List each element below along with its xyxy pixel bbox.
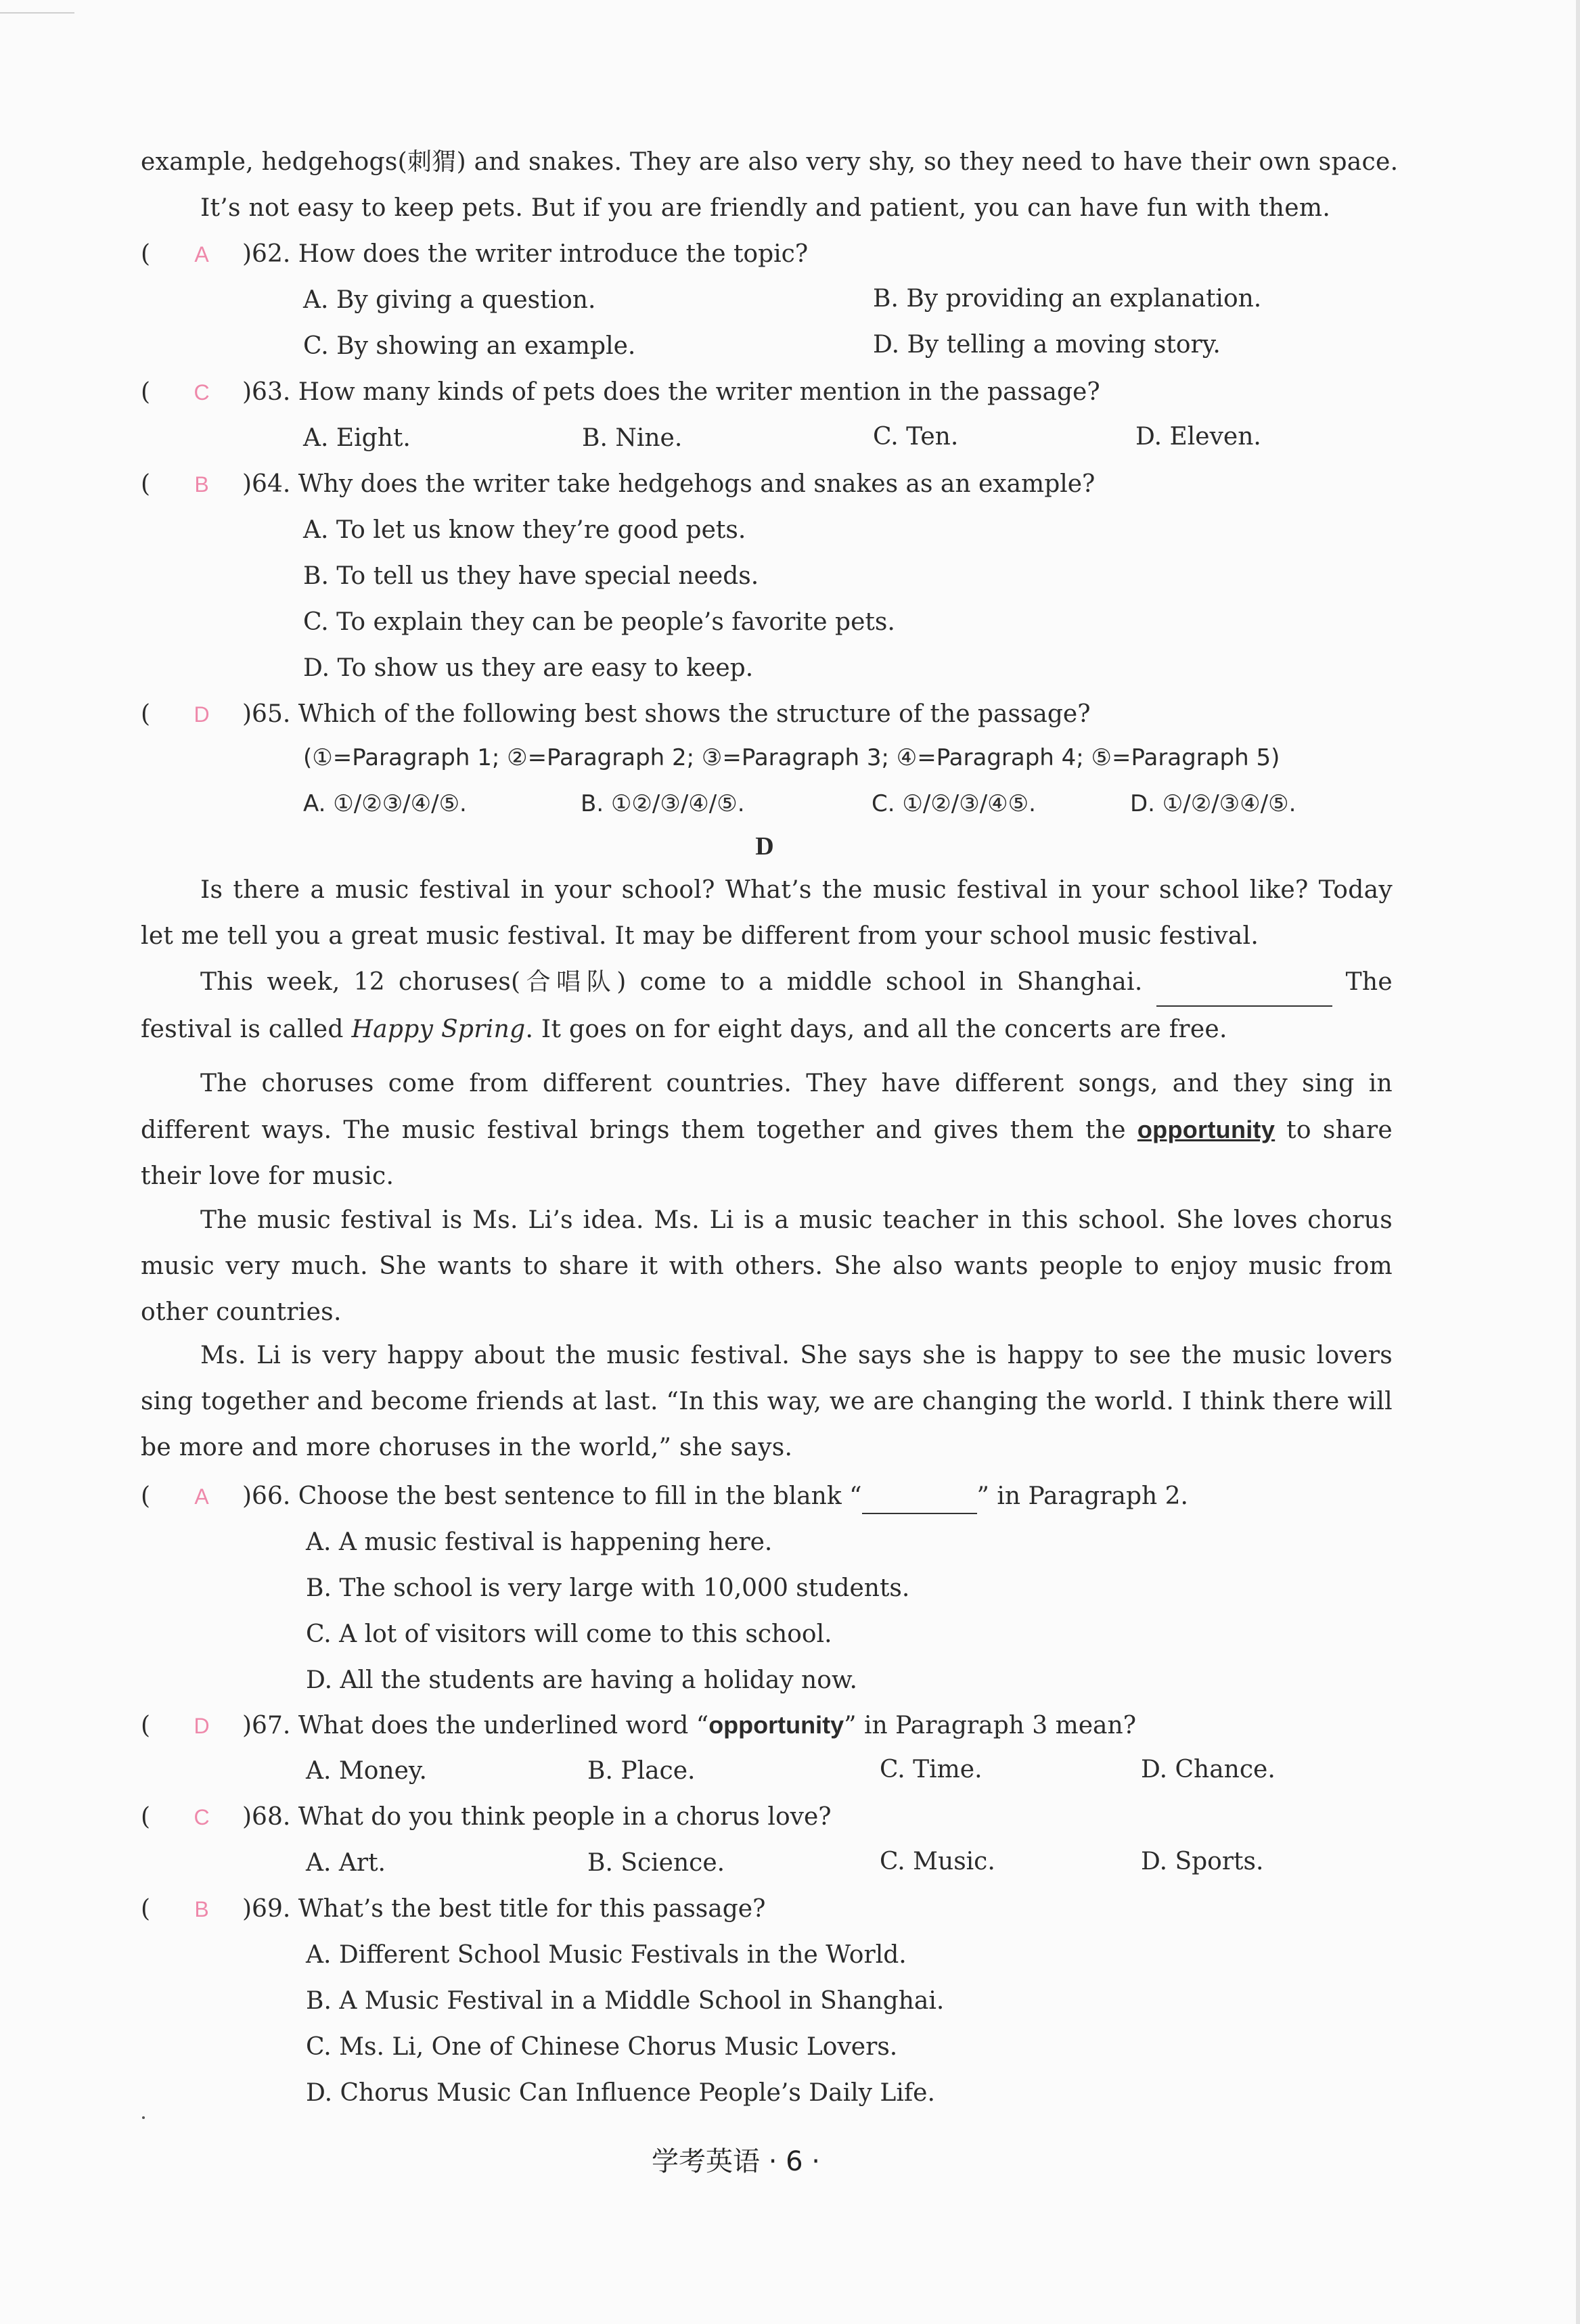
quoted-blank (862, 1480, 977, 1514)
underlined-word: opportunity (1137, 1116, 1276, 1143)
passage-c-tail-line: example, hedgehogs(刺猬) and snakes. They are also very shy, so they need to have their own space. (141, 148, 1399, 176)
option-62-b: B. By providing an explanation. (873, 285, 1262, 313)
question-64: ( B )64. Why does the writer take hedgehogs and snakes as an example? (141, 468, 1095, 501)
option-63-b: B. Nine. (582, 424, 683, 452)
answer-66: A (194, 1484, 209, 1509)
option-66-d: D. All the students are having a holiday now. (306, 1666, 857, 1694)
question-67: ( D )67. What does the underlined word “opportunity” in Paragraph 3 mean? (141, 1709, 1136, 1742)
question-number: )66. (242, 1482, 291, 1510)
answer-69: B (194, 1897, 209, 1921)
option-67-c: C. Time. (880, 1756, 983, 1783)
passage-d-paragraph-5: Ms. Li is very happy about the music festival. She says she is happy to see the music lovers sing together and become friends at last. “In this way, we are changing the world. I think there will be more and more choruses in the world,” she says. (141, 1342, 1393, 1461)
option-63-d: D. Eleven. (1135, 423, 1261, 451)
question-number: )63. (242, 378, 291, 406)
passage-d-paragraph-4: The music festival is Ms. Li’s idea. Ms. Li is a music teacher in this school. She loves chorus music very much. She wants to share it with others. She also wants people to enjoy music from other countries. (141, 1206, 1393, 1326)
page-edge (1576, 0, 1580, 2324)
answer-63: C (194, 380, 210, 405)
option-67-d: D. Chance. (1141, 1756, 1276, 1783)
option-65-b: B. ①②/③/④/⑤. (581, 790, 745, 817)
answer-62: A (194, 242, 209, 267)
quoted-word: opportunity (708, 1711, 844, 1739)
option-68-a: A. Art. (306, 1849, 386, 1877)
answer-64: B (194, 472, 209, 497)
option-65-c: C. ①/②/③/④⑤. (872, 790, 1036, 817)
option-64-c: C. To explain they can be people’s favorite pets. (303, 608, 895, 636)
option-67-a: A. Money. (306, 1757, 427, 1785)
question-text: How many kinds of pets does the writer mention in the passage? (298, 378, 1100, 406)
scan-speck (142, 2116, 145, 2119)
option-62-a: A. By giving a question. (303, 286, 596, 314)
passage-d-paragraph-2: This week, 12 choruses(合唱队) come to a middle school in Shanghai. The festival is called Happy Spring. It goes on for eight days, and all the concerts are free. (141, 959, 1393, 1053)
scan-mark (0, 12, 74, 14)
passage-c-closing-line: It’s not easy to keep pets. But if you are friendly and patient, you can have fun with them. (200, 194, 1331, 222)
question-63: ( C )63. How many kinds of pets does the writer mention in the passage? (141, 376, 1100, 409)
option-65-a: A. ①/②③/④/⑤. (303, 790, 467, 817)
option-62-c: C. By showing an example. (303, 332, 636, 360)
question-number: )64. (242, 470, 291, 498)
question-68: ( C )68. What do you think people in a chorus love? (141, 1801, 832, 1833)
option-64-d: D. To show us they are easy to keep. (303, 654, 754, 682)
question-number: )67. (242, 1712, 291, 1739)
passage-d-paragraph-3: The choruses come from different countries. They have different songs, and they sing in different ways. The music festival brings them together and gives them the opportunity to share their love for music. (141, 1070, 1393, 1190)
question-text: What’s the best title for this passage? (298, 1895, 766, 1923)
option-63-c: C. Ten. (873, 423, 959, 451)
question-number: )62. (242, 240, 291, 268)
answer-67: D (194, 1714, 210, 1738)
paragraph-key-note: (①=Paragraph 1; ②=Paragraph 2; ③=Paragraph 3; ④=Paragraph 4; ⑤=Paragraph 5) (303, 744, 1280, 771)
question-65: ( D )65. Which of the following best shows the structure of the passage? (141, 698, 1091, 731)
option-62-d: D. By telling a moving story. (873, 331, 1221, 359)
option-69-c: C. Ms. Li, One of Chinese Chorus Music Lovers. (306, 2033, 898, 2061)
question-text: Why does the writer take hedgehogs and snakes as an example? (298, 470, 1096, 498)
option-68-b: B. Science. (587, 1849, 725, 1877)
section-heading-d: D (755, 832, 774, 861)
question-number: )65. (242, 700, 291, 728)
option-67-b: B. Place. (587, 1757, 696, 1785)
question-62: ( A )62. How does the writer introduce the topic? (141, 238, 808, 271)
page-footer: 学考英语 · 6 · (651, 2146, 821, 2177)
festival-name: Happy Spring (351, 1016, 526, 1043)
question-66: ( A )66. Choose the best sentence to fill in the blank “ ” in Paragraph 2. (141, 1480, 1188, 1514)
option-65-d: D. ①/②/③④/⑤. (1130, 790, 1296, 817)
question-text: Which of the following best shows the structure of the passage? (298, 700, 1091, 728)
question-text: How does the writer introduce the topic? (298, 240, 809, 268)
option-64-a: A. To let us know they’re good pets. (303, 516, 746, 544)
option-66-b: B. The school is very large with 10,000 students. (306, 1574, 910, 1602)
answer-68: C (194, 1805, 210, 1829)
answer-65: D (194, 702, 210, 727)
option-66-c: C. A lot of visitors will come to this school. (306, 1620, 832, 1648)
question-number: )69. (242, 1895, 291, 1923)
option-68-d: D. Sports. (1141, 1848, 1264, 1875)
option-64-b: B. To tell us they have special needs. (303, 562, 759, 590)
question-number: )68. (242, 1803, 291, 1831)
option-69-d: D. Chorus Music Can Influence People’s Daily Life. (306, 2079, 935, 2107)
option-68-c: C. Music. (880, 1848, 995, 1875)
option-66-a: A. A music festival is happening here. (306, 1528, 773, 1556)
option-69-a: A. Different School Music Festivals in the World. (306, 1941, 907, 1969)
question-text: What do you think people in a chorus love? (298, 1803, 832, 1831)
option-69-b: B. A Music Festival in a Middle School in Shanghai. (306, 1987, 945, 2015)
option-63-a: A. Eight. (303, 424, 411, 452)
question-69: ( B )69. What’s the best title for this passage? (141, 1893, 765, 1926)
fill-in-blank (1156, 959, 1332, 1007)
passage-d-paragraph-1: Is there a music festival in your school? What’s the music festival in your school like? Today let me tell you a great music festival. It may be different from your school music festival. (141, 876, 1393, 950)
